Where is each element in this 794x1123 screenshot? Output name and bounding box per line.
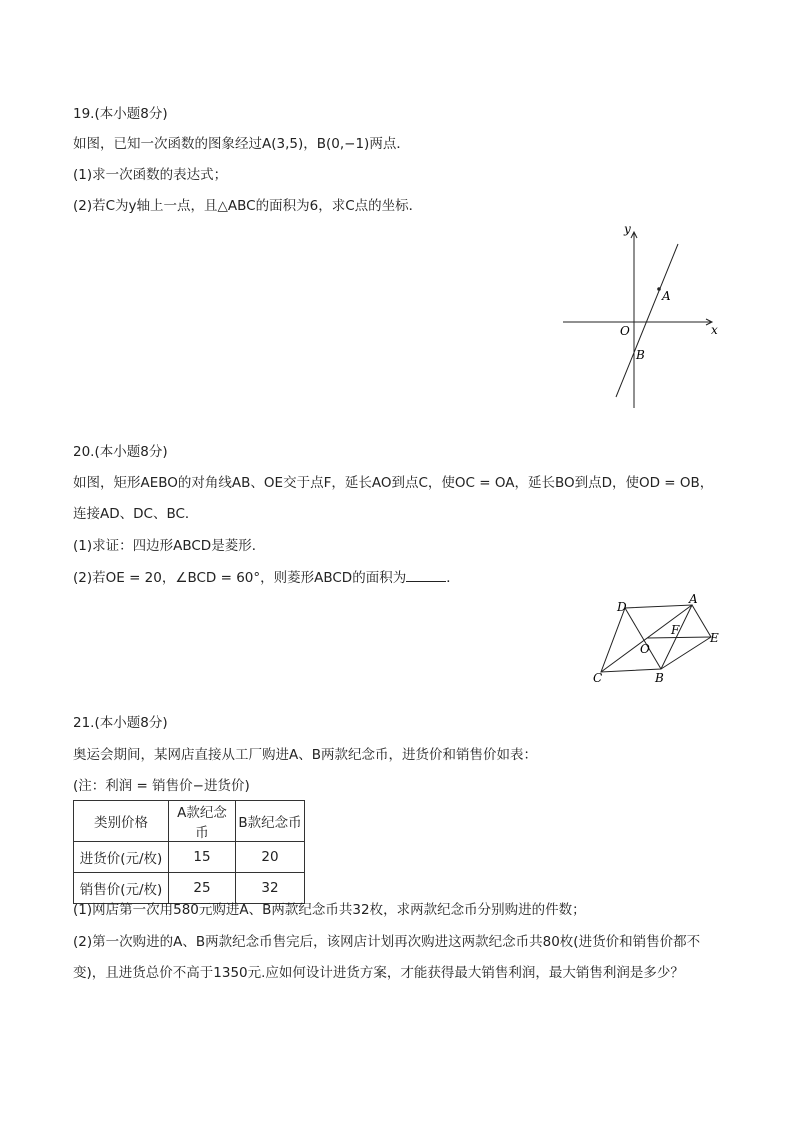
q19-header: 19.(本小题8分): [73, 106, 168, 122]
label-c: C: [593, 671, 603, 685]
q21-part2-line2: 变)，且进货总价不高于1350元.应如何设计进货方案，才能获得最大销售利润，最大销售利润是多少？: [73, 965, 684, 981]
y-axis-label: y: [624, 222, 631, 236]
point-a-label: A: [662, 289, 671, 303]
diagonal-oe: [647, 637, 711, 638]
q20-part1: (1)求证：四边形ABCD是菱形．: [73, 538, 266, 554]
table-header-cell: 类别价格: [74, 801, 169, 842]
table-header-cell: B款纪念币: [236, 801, 305, 842]
q20-header: 20.(本小题8分): [73, 444, 168, 460]
q21-stem: 奥运会期间，某网店直接从工厂购进A、B两款纪念币，进货价和销售价如表：: [73, 747, 537, 763]
q21-note: (注：利润 = 销售价−进货价): [73, 778, 250, 794]
q20-part2-end: ．: [446, 570, 460, 586]
label-d: D: [617, 600, 627, 614]
q21-header: 21.(本小题8分): [73, 715, 168, 731]
table-row: [74, 842, 305, 873]
function-line: [616, 244, 678, 397]
label-o: O: [640, 642, 650, 656]
diagonal-ac: [601, 605, 692, 672]
q19-part1: (1)求一次函数的表达式；: [73, 167, 228, 183]
table-header-cell: A款纪念币: [169, 801, 236, 842]
table-cell: 32: [236, 873, 305, 904]
x-axis-label: x: [711, 323, 718, 337]
q19-stem: 如图，已知一次函数的图象经过A(3,5)，B(0,−1)两点．: [73, 136, 410, 152]
label-b: B: [655, 671, 664, 685]
q21-part2-line1: (2)第一次购进的A、B两款纪念币售完后，该网店计划再次购进这两款纪念币共80枚(进货价和销售价都不: [73, 934, 701, 950]
q20-figure: [585, 592, 725, 687]
q19-figure: [555, 220, 730, 412]
answer-blank: [406, 567, 446, 582]
q21-part1: (1)网店第一次用580元购进A、B两款纪念币共32枚，求两款纪念币分别购进的件数；: [73, 902, 586, 918]
table-cell: 进货价(元/枚): [74, 842, 169, 873]
diagonal-bd: [625, 608, 661, 669]
label-f: F: [671, 623, 680, 637]
label-a: A: [689, 592, 698, 606]
point-a-dot: [657, 287, 661, 291]
q20-stem-line1: 如图，矩形AEBO的对角线AB、OE交于点F，延长AO到点C，使OC = OA，延长BO到点D，使OD = OB，: [73, 475, 714, 491]
q20-part2-text: (2)若OE = 20，∠BCD = 60°，则菱形ABCD的面积为: [73, 570, 407, 586]
table-cell: 20: [236, 842, 305, 873]
label-e: E: [710, 631, 719, 645]
q20-part2: [73, 567, 460, 588]
table-row: [74, 873, 305, 904]
table-cell: 15: [169, 842, 236, 873]
table-cell: 销售价(元/枚): [74, 873, 169, 904]
origin-label: O: [620, 324, 630, 338]
point-b-label: B: [636, 348, 645, 362]
q20-stem-line2: 连接AD、DC、BC．: [73, 506, 199, 522]
price-table: [73, 800, 305, 904]
table-cell: 25: [169, 873, 236, 904]
table-header-row: [74, 801, 305, 842]
q19-part2: (2)若C为y轴上一点，且△ABC的面积为6，求C点的坐标．: [73, 198, 423, 214]
